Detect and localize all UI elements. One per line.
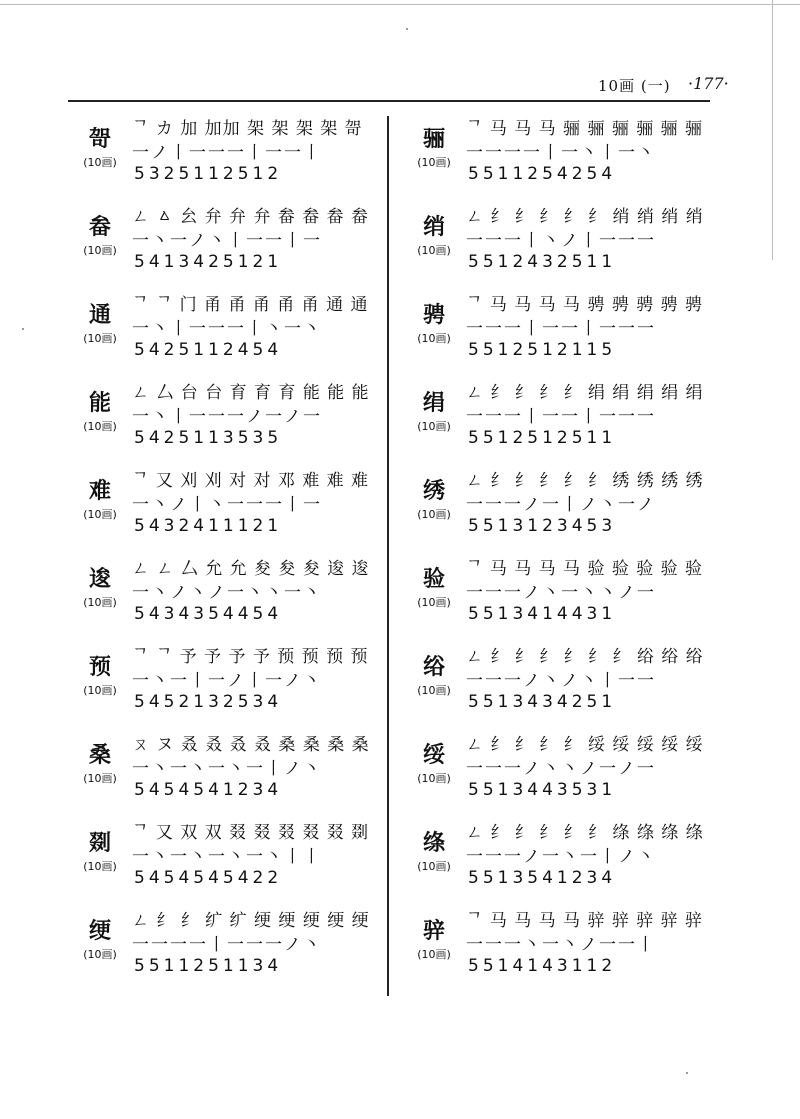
stroke-build-sequence: ᄀ 马 马 马 马 骍 骍 骍 骍 骍 [466,911,704,931]
character: 绠 [88,918,111,944]
column-divider [387,116,389,996]
stroke-codes: 5511254254 [468,164,617,184]
character: 骍 [422,918,445,944]
character-entry [402,900,712,988]
stroke-build-sequence: ㄡ ヌ 叒 叒 叒 叒 桑 桑 桑 桑 [132,735,370,755]
stroke-build-sequence: ㄥ ㄥ 厶 允 允 夋 夋 夋 逡 逡 [132,559,370,579]
stroke-shapes: 一丶一丶一丶一丨ノ丶 [132,759,322,779]
stroke-codes: 5413425121 [134,252,283,272]
stroke-count-label: (10画) [417,420,451,433]
character: 能 [88,390,111,416]
character-entry [68,108,378,196]
character: 绥 [422,742,445,768]
character: 绦 [422,830,445,856]
stroke-build-sequence: ᄀ 又 双 双 叕 叕 叕 叕 叕 剟 [132,823,370,843]
stroke-shapes: 一丶ノ丨丶一一一丨一 [132,495,322,515]
stroke-codes: 5434354454 [134,604,283,624]
scan-edge-top [0,4,800,5]
stroke-codes: 5454541234 [134,780,283,800]
character: 难 [88,478,111,504]
stroke-count-label: (10画) [417,332,451,345]
stroke-count-label: (10画) [417,508,451,521]
stroke-count-label: (10画) [417,156,451,169]
stroke-shapes: 一ノ丨一一一丨一一丨 [132,143,322,163]
character-entry [68,548,378,636]
stroke-shapes: 一一一丶一丶ノ一一丨 [466,935,656,955]
stroke-build-sequence: ᄀ 马 马 马 骊 骊 骊 骊 骊 骊 [466,119,704,139]
character-entry [402,724,712,812]
stroke-count-label: (10画) [83,860,117,873]
stroke-shapes: 一一一ノ丶丶ノ一ノ一 [466,759,656,779]
character-entry [402,548,712,636]
stroke-build-sequence: ㄥ 纟 纟 纟 纟 绢 绢 绢 绢 绢 [466,383,704,403]
stroke-build-sequence: ᄀ 又 刈 刈 对 对 邓 难 难 难 [132,471,370,491]
stroke-codes: 5512512115 [468,340,617,360]
scan-speck [406,28,408,30]
character-entry [68,636,378,724]
stroke-count-label: (10画) [83,948,117,961]
right-column [402,108,712,988]
stroke-shapes: 一一一ノ丶一丶丶ノ一 [466,583,656,603]
stroke-build-sequence: ᄀ ᄀ 门 甬 甬 甬 甬 甬 通 通 [132,295,369,315]
character: 剟 [88,830,111,856]
character-entry [402,372,712,460]
character: 绤 [422,654,445,680]
character: 绡 [422,214,445,240]
section-title: 10画 (一) [598,77,671,95]
stroke-codes: 5511251134 [134,956,283,976]
stroke-build-sequence: ㄥ 纟 纟 纟 纟 纟 绡 绡 绡 绡 [466,207,704,227]
stroke-codes: 5513443531 [468,780,617,800]
stroke-shapes: 一丶丨一一一ノ一ノ一 [132,407,322,427]
stroke-shapes: 一丶一ノ丶丨一一丨一 [132,231,322,251]
stroke-build-sequence: ㄥ 纟 纟 纩 纩 绠 绠 绠 绠 绠 [132,911,370,931]
scan-speck [22,328,24,330]
character-entry [68,284,378,372]
stroke-codes: 5514143112 [468,956,617,976]
character-entry [402,108,712,196]
stroke-codes: 5512512511 [468,428,617,448]
stroke-count-label: (10画) [417,860,451,873]
stroke-build-sequence: ᄀ 马 马 马 马 骋 骋 骋 骋 骋 [466,295,704,315]
stroke-codes: 5432411121 [134,516,283,536]
stroke-shapes: 一一一丨一一丨一一一 [466,407,656,427]
character: 骋 [422,302,445,328]
character: 绣 [422,478,445,504]
character-entry [68,460,378,548]
stroke-count-label: (10画) [83,420,117,433]
character-entry [402,460,712,548]
character: 哿 [88,126,111,152]
stroke-codes: 5454545422 [134,868,283,888]
stroke-count-label: (10画) [83,156,117,169]
stroke-shapes: 一丶丨一一一丨丶一丶 [132,319,322,339]
stroke-count-label: (10画) [83,684,117,697]
stroke-codes: 5513414431 [468,604,617,624]
stroke-build-sequence: ᄀ カ 加 加加 架 架 架 架 哿 [132,119,363,139]
character: 预 [88,654,111,680]
stroke-build-sequence: ㄥ 纟 纟 纟 纟 纟 纟 绤 绤 绤 [466,647,704,667]
character-entry [68,196,378,284]
stroke-build-sequence: ᄀ 马 马 马 马 验 验 验 验 验 [466,559,704,579]
character: 桑 [88,742,111,768]
character: 绢 [422,390,445,416]
stroke-shapes: 一一一一丨一一一ノ丶 [132,935,322,955]
stroke-shapes: 一一一丨丶ノ丨一一一 [466,231,656,251]
stroke-shapes: 一一一ノ一丶一丨ノ丶 [466,847,656,867]
character-entry [402,284,712,372]
character-entry [402,196,712,284]
stroke-count-label: (10画) [417,596,451,609]
page-number: ·177· [688,74,729,93]
stroke-shapes: 一一一丨一一丨一一一 [466,319,656,339]
character-entry [68,372,378,460]
stroke-shapes: 一一一ノ丶ノ丶丨一一 [466,671,656,691]
stroke-count-label: (10画) [83,244,117,257]
character: 逡 [88,566,111,592]
character: 畚 [88,214,111,240]
stroke-build-sequence: ㄥ 厶 台 台 育 育 育 能 能 能 [132,383,370,403]
stroke-count-label: (10画) [83,596,117,609]
character-entry [68,724,378,812]
character-entry [68,900,378,988]
stroke-codes: 5425112454 [134,340,283,360]
stroke-count-label: (10画) [417,244,451,257]
stroke-shapes: 一丶一丶一丶一丶丨丨 [132,847,322,867]
stroke-codes: 5513123453 [468,516,617,536]
stroke-build-sequence: ㄥ ㅿ 㕕 弁 弁 弁 畚 畚 畚 畚 [132,207,370,227]
stroke-codes: 5425113535 [134,428,283,448]
left-column [68,108,378,988]
stroke-codes: 5452132534 [134,692,283,712]
character-entry [68,812,378,900]
stroke-codes: 5513434251 [468,692,617,712]
stroke-build-sequence: ㄥ 纟 纟 纟 纟 纟 绦 绦 绦 绦 [466,823,704,843]
stroke-shapes: 一丶ノ丶ノ一丶丶一丶 [132,583,322,603]
stroke-build-sequence: ᄀ ᄀ 予 予 予 予 预 预 预 预 [132,647,369,667]
stroke-count-label: (10画) [83,772,117,785]
stroke-build-sequence: ㄥ 纟 纟 纟 纟 纟 绣 绣 绣 绣 [466,471,704,491]
stroke-codes: 5512432511 [468,252,617,272]
stroke-count-label: (10画) [417,684,451,697]
stroke-codes: 5513541234 [468,868,617,888]
stroke-shapes: 一一一一丨一丶丨一丶 [466,143,656,163]
character-entry [402,812,712,900]
stroke-shapes: 一丶一丨一ノ丨一ノ丶 [132,671,322,691]
character: 通 [88,302,111,328]
stroke-count-label: (10画) [417,772,451,785]
stroke-count-label: (10画) [417,948,451,961]
stroke-count-label: (10画) [83,508,117,521]
stroke-codes: 5325112512 [134,164,283,184]
scan-edge-right [772,0,773,260]
scan-speck [686,1072,688,1074]
character: 骊 [422,126,445,152]
character: 验 [422,566,445,592]
stroke-build-sequence: ㄥ 纟 纟 纟 纟 绥 绥 绥 绥 绥 [466,735,704,755]
character-entry [402,636,712,724]
stroke-shapes: 一一一ノ一丨ノ丶一ノ [466,495,656,515]
stroke-count-label: (10画) [83,332,117,345]
page-header [68,72,729,102]
